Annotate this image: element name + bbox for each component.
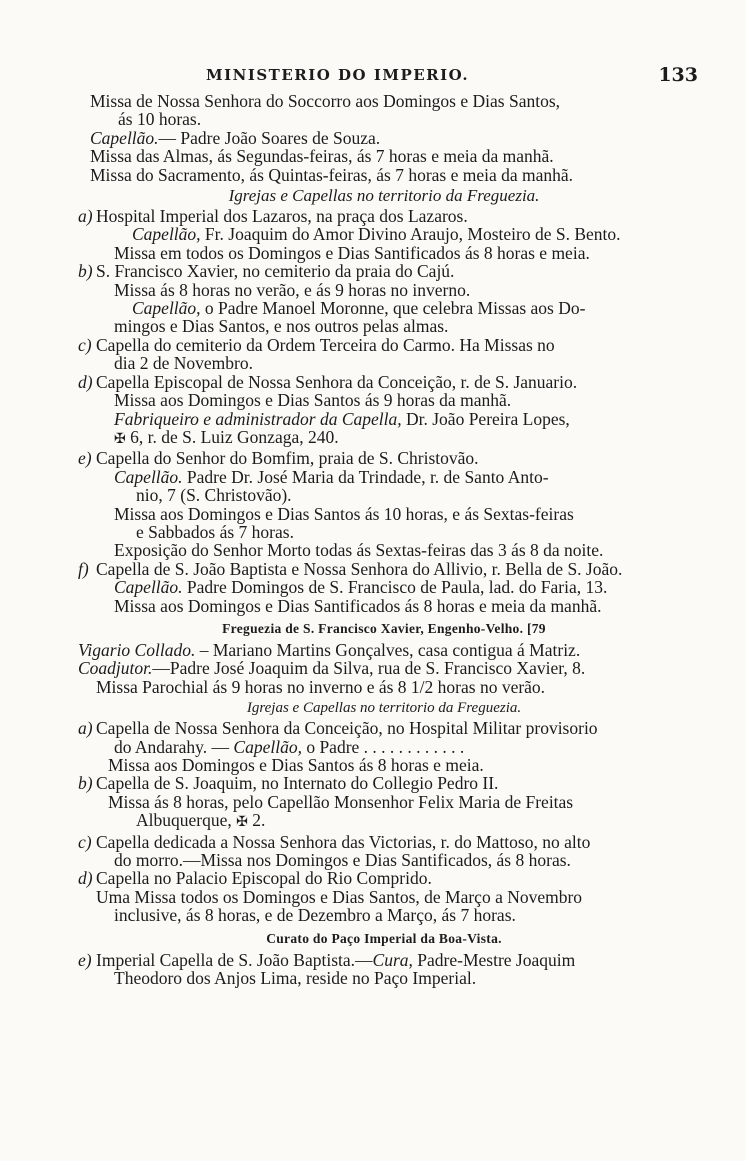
chaplain-text: — Padre João Soares de Souza. [158, 127, 381, 148]
section-title: Igrejas e Capellas no territorio da Freguezia. [246, 700, 522, 717]
text-line: ás 10 horas. [118, 109, 202, 130]
chaplain-label: Capellão, [233, 736, 302, 757]
cross-icon: ✠ [236, 815, 248, 831]
entry-label: a) [78, 206, 93, 227]
text-fragment: Imperial Capella de S. João Baptista.— [96, 949, 373, 970]
chaplain-text: o Padre Manoel Moronne, que celebra Missas aos Do- [200, 298, 586, 319]
entry-e1 [78, 449, 690, 559]
text-line: Missa ás 8 horas no verão, e ás 9 horas no inverno. [114, 279, 471, 300]
text-line: S. Francisco Xavier, no cemiterio da praia do Cajú. [96, 261, 455, 282]
text-line: Missa aos Domingos e Dias Santificados ás 8 horas e meia da manhã. [114, 595, 602, 616]
vicar-block [78, 641, 690, 696]
text-line: Missa aos Domingos e Dias Santos ás 10 horas, e ás Sextas-feiras [114, 503, 574, 524]
coadjutor-text: —Padre José Joaquim da Silva, rua de S. Francisco Xavier, 8. [152, 658, 586, 679]
entry-label: f) [78, 558, 89, 579]
role-label: Fabriqueiro e administrador da Capella, [114, 408, 402, 429]
text-fragment: o Padre . . . . . . . . . . . . [301, 736, 465, 757]
text-line: Capella no Palacio Episcopal do Rio Comprido. [96, 868, 432, 889]
text-line [78, 129, 690, 147]
text-line: Missa em todos os Domingos e Dias Santificados ás 8 horas e meia. [114, 242, 590, 263]
chaplain-text: Padre Domingos de S. Francisco de Paula, lad. do Faria, 13. [182, 577, 608, 598]
text-fragment: do Andarahy. — [114, 736, 234, 757]
page-number: 133 [658, 64, 698, 86]
text-line: dia 2 de Novembro. [114, 353, 253, 374]
text-line: 6, r. de S. Luiz Gonzaga, 240. [125, 426, 339, 447]
text-line: inclusive, ás 8 horas, e de Dezembro a Março, ás 7 horas. [114, 905, 516, 926]
entry-label: b) [78, 261, 93, 282]
chaplain-label: Capellão. [114, 466, 183, 487]
text-fragment: Albuquerque, [136, 810, 237, 831]
cura-label: Cura, [372, 949, 413, 970]
curato-heading: Curato do Paço Imperial da Boa-Vista. [266, 930, 502, 946]
chaplain-label: Capellão. [114, 577, 183, 598]
entry-a1 [78, 207, 690, 262]
text-line: do morro.—Missa nos Domingos e Dias Santificados, ás 8 horas. [114, 850, 571, 871]
text-line: Missa ás 8 horas, pelo Capellão Monsenhor Felix Maria de Freitas [108, 791, 574, 812]
text-line: Capella de S. Joaquim, no Internato do Collegio Pedro II. [96, 773, 499, 794]
text-fragment: Padre-Mestre Joaquim [412, 949, 576, 970]
entry-label: e) [78, 448, 92, 469]
text-line: Hospital Imperial dos Lazaros, na praça dos Lazaros. [96, 206, 468, 227]
text-line: Capella de S. João Baptista e Nossa Senhora do Allivio, r. Bella de S. João. [96, 558, 623, 579]
text-line: Missa do Sacramento, ás Quintas-feiras, ás 7 horas e meia da manhã. [90, 164, 574, 185]
text-line: Theodoro dos Anjos Lima, reside no Paço Imperial. [114, 968, 477, 989]
page-header [78, 58, 698, 92]
role-text: Dr. João Pereira Lopes, [401, 408, 570, 429]
entry-label: d) [78, 371, 93, 392]
text-line: Missa aos Domingos e Dias Santos ás 8 horas e meia. [108, 755, 484, 775]
entry-label: b) [78, 773, 93, 794]
entry-f1 [78, 560, 690, 615]
chaplain-label: Capellão. [90, 127, 159, 148]
intro-block [78, 92, 690, 184]
page [78, 58, 698, 989]
text-line: nio, 7 (S. Christovão). [136, 485, 292, 506]
text-line: Missa de Nossa Senhora do Soccorro aos Domingos e Dias Santos, [90, 91, 561, 111]
entry-d2 [78, 869, 690, 924]
text-line: Missa das Almas, ás Segundas-feiras, ás 7 horas e meia da manhã. [90, 146, 554, 167]
vicar-label: Vigario Collado. [78, 639, 196, 660]
entry-label: a) [78, 718, 93, 739]
entry-label: c) [78, 334, 92, 355]
text-line: Uma Missa todos os Domingos e Dias Santos, de Março a Novembro [96, 886, 583, 907]
entry-label: c) [78, 831, 92, 852]
text-line: Exposição do Senhor Morto todas ás Sextas-feiras das 3 ás 8 da noite. [114, 540, 604, 561]
section-title: Igrejas e Capellas no territorio da Freguezia. [228, 186, 540, 206]
entry-label: e) [78, 949, 92, 970]
chaplain-label: Capellão, [132, 298, 201, 319]
parish-heading: Freguezia de S. Francisco Xavier, Engenho-Velho. [79 [222, 620, 546, 636]
entry-c2 [78, 833, 690, 870]
entry-label: d) [78, 868, 93, 889]
text-line: Missa aos Domingos e Dias Santos ás 9 horas da manhã. [114, 390, 512, 411]
text-line: Capella do cemiterio da Ordem Terceira do Carmo. Ha Missas no [96, 334, 555, 355]
entry-e2 [78, 951, 690, 988]
entry-a2 [78, 719, 690, 774]
coadjutor-label: Coadjutor. [78, 658, 153, 679]
entry-b2 [78, 774, 690, 832]
entry-b1 [78, 262, 690, 336]
text-line: e Sabbados ás 7 horas. [136, 521, 294, 542]
chaplain-text: Fr. Joaquim do Amor Divino Araujo, Mosteiro de S. Bento. [200, 224, 621, 245]
entry-c1 [78, 336, 690, 373]
text-line: Capella dedicada a Nossa Senhora das Victorias, r. do Mattoso, no alto [96, 831, 591, 852]
text-line: Capella Episcopal de Nossa Senhora da Conceição, r. de S. Januario. [96, 371, 578, 392]
chaplain-text: Padre Dr. José Maria da Trindade, r. de Santo Anto- [182, 466, 549, 487]
running-title: MINISTERIO DO IMPERIO. [206, 66, 470, 84]
text-line: Capella de Nossa Senhora da Conceição, no Hospital Militar provisorio [96, 718, 598, 739]
text-line: Capella do Senhor do Bomfim, praia de S. Christovão. [96, 448, 479, 469]
chaplain-label: Capellão, [132, 224, 201, 245]
vicar-text: – Mariano Martins Gonçalves, casa contigua á Matriz. [195, 639, 581, 660]
text-fragment: 2. [247, 810, 266, 831]
entry-d1 [78, 373, 690, 450]
text-line: Missa Parochial ás 9 horas no inverno e ás 8 1/2 horas no verão. [96, 676, 546, 697]
text-line: mingos e Dias Santos, e nos outros pelas almas. [114, 316, 449, 337]
cross-icon: ✠ [114, 431, 126, 447]
